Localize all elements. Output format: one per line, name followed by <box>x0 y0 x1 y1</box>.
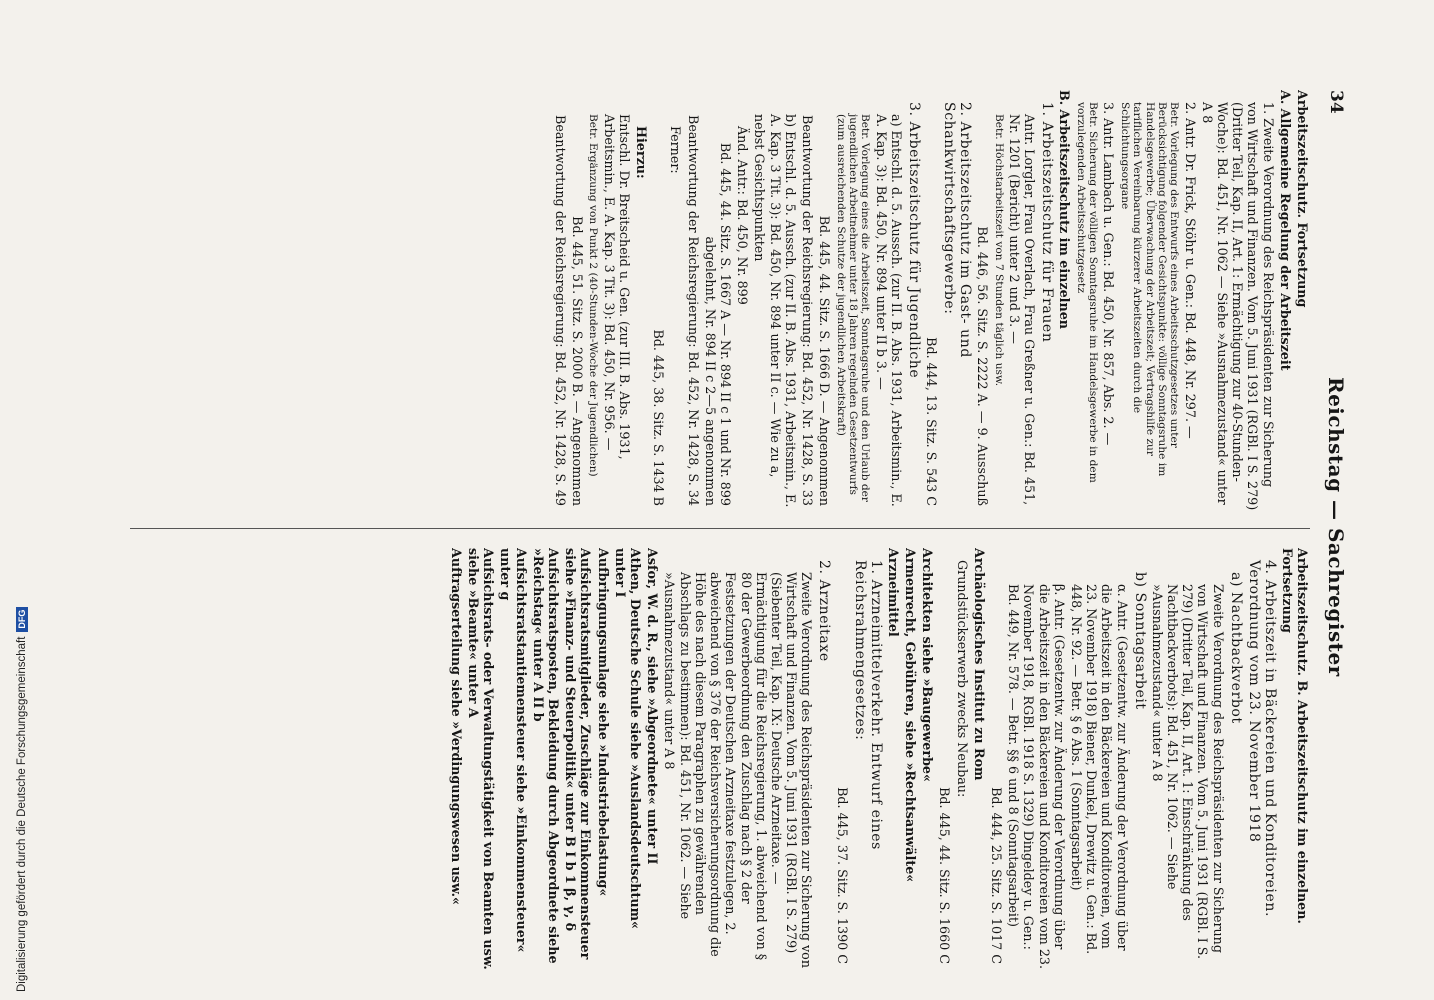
register-entry: Arzneimittel <box>885 548 901 637</box>
column-divider <box>130 528 1310 529</box>
register-entry: Zweite Verordnung des Reichspräsidenten zur Sicherung von Wirtschaft und Finanzen. Vom 5. Juni 1931 (RGBl. I S. 279) (Dritter Teil, Kap. II, Art. 1: Einschränkung des Nachtbackverbots): Bd. 451, Nr. 1062. — Siehe »Ausnahmezustand« unter A 8 <box>1149 584 1226 960</box>
register-entry: Entschl. Dr. Breitscheid u. Gen. (zur III. B. Abs. 1931, Arbeitsmin., E. A. Kap. 3 Tit. 3): Bd. 450, Nr. 956. — <box>601 114 632 460</box>
register-entry: a) Nachtbackverbot <box>1227 572 1244 724</box>
register-entry: 3. Arbeitszeitschutz für Jugendliche <box>905 102 922 379</box>
register-entry: Arbeitszeitschutz. B. Arbeitszeitschutz im einzelnen. Fortsetzung <box>1279 548 1310 924</box>
register-entry: Bd. 444, 13. Sitz. S. 543 C <box>924 337 940 506</box>
left-column <box>130 90 1310 512</box>
register-entry: Grundstückserwerb zwecks Neubau: <box>954 560 970 798</box>
register-entry: 2. Antr. Dr. Frick, Stöhr u. Gen.: Bd. 448, Nr. 297. — <box>1182 102 1198 439</box>
funding-note <box>14 609 30 992</box>
register-entry: Bd. 445, 51. Sitz. S. 2000 B. — Angenommen <box>570 216 586 506</box>
register-entry: a) Entschl. d. 5. Aussch. (zur II. B. Abs. 1931, Arbeitsmin., E. A. Kap. 3): Bd. 450, Nr. 894 unter II b 3. — <box>873 114 904 507</box>
funding-note-text: Digitalisierung gefördert durch die Deutsche Forschungsgemeinschaft <box>16 636 28 992</box>
register-entry: Beantwortung der Reichsregierung: Bd. 452, Nr. 1428, S. 33 <box>800 115 816 506</box>
register-entry: Änd. Antr.: Bd. 450, Nr. 899 <box>735 126 751 305</box>
register-entry: Betr. Vorlegung des Entwurfs eines Arbeitsschutzgesetzes unter Berücksichtigung folgender Gesichtspunkte: völlige Sonntagsruhe im Handelsgewerbe; Überwachung der Arbeitszeit; Vertragshilfe zur tariflichen Vereinbarung kürzerer Arbeitszeiten durch die Schlichtungsorgane <box>1118 102 1181 477</box>
register-entry: Bd. 445, 44. Sitz. S. 1666 D. — Angenommen <box>817 215 833 506</box>
register-entry: b) Entschl. d. 5. Aussch. (zur II. B. Abs. 1931, Arbeitsmin., E. A. Kap. 3 Tit. 3): Bd. 450, Nr. 894 unter II c. — Wie zu a, nebst Gesichtspunkten <box>752 114 798 508</box>
register-entry: 1. Arzneimittelverkehr. Entwurf eines Reichsrahmengesetzes: <box>851 560 884 850</box>
register-entry: Betr. Vorlegung eines die Arbeitszeit, Sonntagsruhe und den Urlaub der jugendlichen Arbeitnehmer unter 18 Jahren regelnden Gesetzentwurfs (zum ausreichenden Schutze der jugendlichen Arbeitskraft) <box>834 114 872 502</box>
register-entry: β. Antr. (Gesetzentw. zur Änderung der Verordnung über die Arbeitszeit in den Bäckereien und Konditoreien vom 23. November 1918, RGBl. 1918 S. 1329) Dingeldey u. Gen.: Bd. 449, Nr. 578. — Betr. §§ 6 und 8 (Sonntagsarbeit) <box>1006 584 1067 970</box>
register-entry: Archäologisches Institut zu Rom <box>971 548 987 781</box>
register-entry: Betr. Höchstarbeitszeit von 7 Stunden täglich usw. <box>992 114 1005 387</box>
register-entry: Zweite Verordnung des Reichspräsidenten zur Sicherung von Wirtschaft und Finanzen. Vom 5. Juni 1931 (RGBl. I S. 279) (Siebenter Teil, Kap. IX: Deutsche Arzneitaxe. — Ermächtigung für die Reichsregierung, 1. abweichend von § 80 der Gewerbeordnung den Zuschlag nach § 2 der Festsetzungen der Deutschen Arzneitaxe festzulegen, 2. abweichend von § 376 der Reichsversicherungsordnung die Höhe des nach diesem Paragraphen zu gewährenden Abschlags zu bestimmen): Bd. 451, Nr. 1062. — Siehe »Ausnahmezustand« unter A 8 <box>662 572 815 968</box>
register-entry: Asfor, W. d. R., siehe »Abgeordnete« unter II <box>645 548 661 865</box>
register-entry: Bd. 444, 25. Sitz. S. 1017 C <box>988 787 1004 964</box>
register-entry: Ferner: <box>668 126 684 174</box>
register-entry: α. Antr. (Gesetzentw. zur Änderung der Verordnung über die Arbeitszeit in den Bäckereien und Konditoreien, vom 23. November 1918) Biener, Dunkel, Drewitz u. Gen.: Bd. 448, Nr. 92. — Betr. § 6 Abs. 1 (Sonntagsarbeit) <box>1068 584 1130 955</box>
page-number: 34 <box>1326 90 1346 114</box>
register-entry: b) Sonntagsarbeit <box>1131 572 1148 710</box>
register-entry: 1. Zweite Verordnung des Reichspräsidenten zur Sicherung von Wirtschaft und Finanzen. Vom 5. Juni 1931 (RGBl. I S. 279) (Dritter Teil, Kap. II, Art. 1: Ermächtigung zur 40-Stunden-Woche): Bd. 451, Nr. 1062 — Siehe »Ausnahmezustand« unter A 8 <box>1199 102 1276 511</box>
register-entry: Beantwortung der Reichsregierung: Bd. 452, Nr. 1428, S. 49 <box>552 115 568 506</box>
dfg-logo: DFG <box>16 607 28 632</box>
register-entry: Bd. 445, 44. Sitz. S. 1660 C <box>937 787 953 964</box>
running-title: Reichstag — Sachregister <box>1324 376 1348 677</box>
right-column <box>130 548 1310 970</box>
register-entry: Aufsichtsratstantiemensteuer siehe »Einkommensteuer« unter g <box>498 548 529 953</box>
register-entry: Bd. 446, 56. Sitz. S. 2222 A. — 9. Ausschuß <box>975 226 991 506</box>
register-entry: Bd. 445, 44. Sitz. S. 1667 A — Nr. 894 II c 1 und Nr. 899 abgelehnt, Nr. 894 II c 2—5 angenommen <box>702 142 734 506</box>
register-entry: B. Arbeitszeitschutz im einzelnen <box>1057 90 1073 330</box>
register-entry: Aufsichtsrats- oder Verwaltungstätigkeit von Beamten usw. siehe »Beamte« unter A <box>466 548 497 970</box>
register-entry: Aufsichtsratsmitglieder, Zuschläge zur Einkommensteuer siehe »Finanz- und Steuerpolitik« unter B I b 1 β, γ, δ <box>563 548 594 960</box>
register-entry: 2. Arzneitaxe <box>816 560 833 662</box>
register-entry: 1. Arbeitszeitschutz für Frauen <box>1039 102 1056 343</box>
register-entry: 2. Arbeitszeitschutz im Gast- und Schankwirtschaftsgewerbe: <box>941 102 974 358</box>
page-header <box>1318 90 1354 970</box>
register-entry: Aufbringungsumlage siehe »Industriebelastung« <box>595 548 611 897</box>
rotated-register-page <box>124 90 1354 970</box>
register-entry: Aufsichtsratsposten, Bekleidung durch Abgeordnete siehe »Reichstag« unter A II b <box>530 548 562 964</box>
register-entry: Athen, Deutsche Schule siehe »Auslandsdeutschtum« unter I <box>612 548 644 929</box>
register-entry: Beantwortung der Reichsregierung: Bd. 452, Nr. 1428, S. 34 <box>685 115 701 506</box>
register-entry: Auftragserteilung siehe »Verdingungswesen usw.« <box>448 548 464 905</box>
register-entry: Bd. 445, 38. Sitz. S. 1434 B <box>651 329 667 506</box>
register-entry: A. Allgemeine Regelung der Arbeitszeit <box>1277 90 1293 371</box>
register-entry: Betr. Sicherung der völligen Sonntagsruhe im Handelsgewerbe in dem vorzulegenden Arbeitsschutzgesetz <box>1074 102 1100 483</box>
register-entry: Hierzu: <box>634 126 650 179</box>
register-entry: Arbeitszeitschutz. Fortsetzung <box>1295 90 1310 308</box>
register-entry: Antr. Lorgler, Frau Overlach, Frau Greßner u. Gen.: Bd. 451, Nr. 1201 (Bericht) unter 2 und 3. — <box>1006 114 1038 506</box>
register-entry: Architekten siehe »Baugewerbe« <box>920 548 936 782</box>
register-entry: 4. Arbeitszeit in Bäckereien und Konditoreien. Verordnung vom 23. November 1918 <box>1245 560 1278 918</box>
footer-strip <box>0 0 28 1000</box>
register-entry: 3. Antr. Lambach u. Gen.: Bd. 450, Nr. 857, Abs. 2. — <box>1101 102 1117 446</box>
register-entry: Betr. Ergänzung von Punkt 2 (40-Stunden-Woche der Jugendlichen) <box>587 114 600 477</box>
register-entry: Bd. 445, 37. Sitz. S. 1390 C <box>834 787 850 964</box>
register-entry: Armenrecht, Gebühren, siehe »Rechtsanwälte« <box>902 548 918 883</box>
